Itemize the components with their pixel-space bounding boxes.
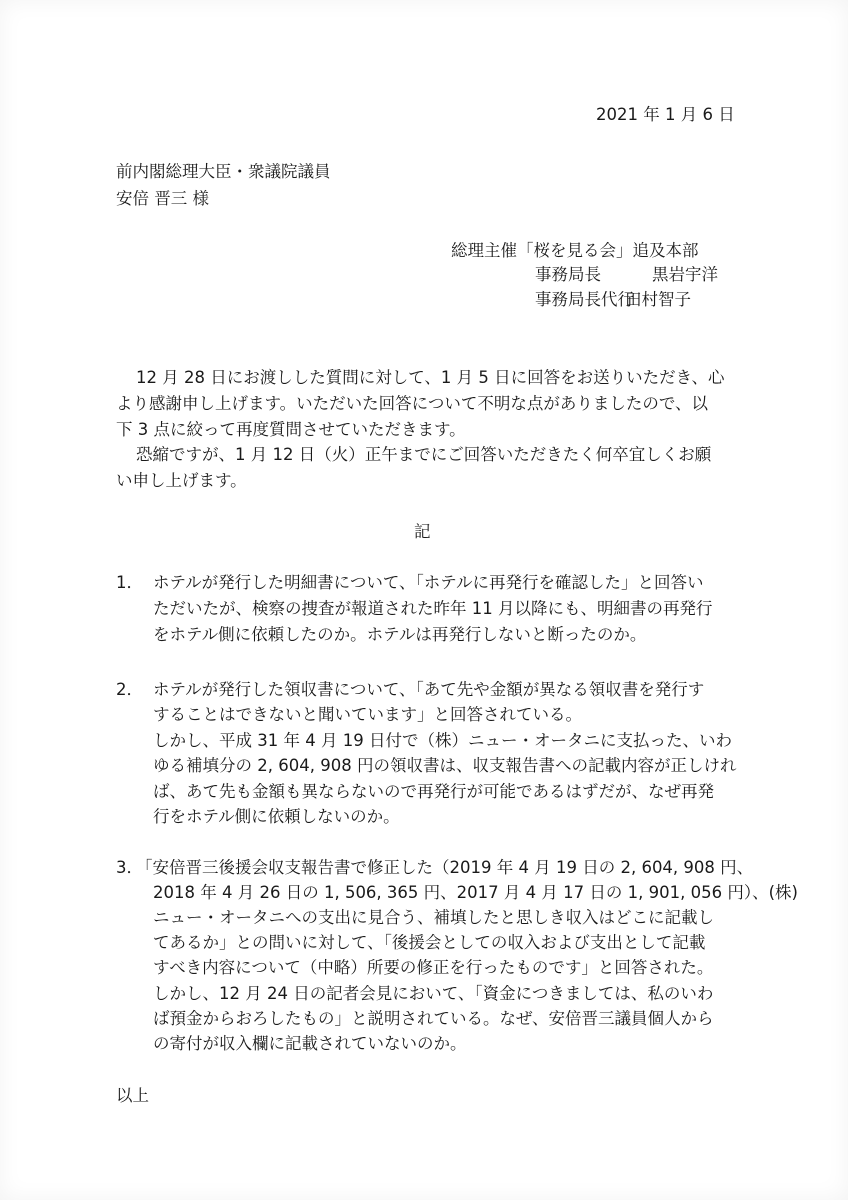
item-line: することはできないと聞いています」と回答されている。: [153, 705, 582, 724]
closing-word: 以上: [116, 1086, 149, 1105]
signer-name: 田村智子: [625, 290, 691, 309]
item-line: しかし、平成 31 年 4 月 19 日付で（株）ニュー・オータニに支払った、いわ: [153, 731, 732, 750]
body-line: 下 3 点に絞って再度質問させていただきます。: [116, 420, 466, 439]
signer-name: 黒岩宇洋: [652, 265, 718, 284]
item-line: てあるか」との問いに対して、「後援会としての収入および支出として記載: [153, 933, 706, 952]
item-line: ホテルが発行した明細書について、「ホテルに再発行を確認した」と回答い: [153, 573, 704, 592]
item-number: 3．: [116, 858, 143, 877]
item-line: しかし、12 月 24 日の記者会見において、「資金につきましては、私のいわ: [153, 984, 714, 1003]
body-line: い申し上げます。: [116, 471, 247, 490]
body-line: より感謝申し上げます。いただいた回答について不明な点がありましたので、以: [116, 394, 709, 413]
item-line: ば、あて先も金額も異ならないので再発行が可能であるはずだが、なぜ再発: [153, 782, 714, 801]
item-line: の寄付が収入欄に記載されていないのか。: [153, 1034, 467, 1053]
letter-date: 2021 年 1 月 6 日: [596, 105, 735, 124]
item-line: ゆる補填分の 2, 604, 908 円の領収書は、収支報告書への記載内容が正しけれ: [153, 756, 737, 775]
body-line: 12 月 28 日にお渡しした質問に対して、1 月 5 日に回答をお送りいただき、心: [136, 368, 725, 387]
item-line: 行をホテル側に依頼しないのか。: [153, 807, 400, 826]
signer-role: 事務局長: [535, 265, 601, 284]
item-line: 「安倍晋三後援会収支報告書で修正した（2019 年 4 月 19 日の 2, 604, 908 円、: [136, 858, 754, 877]
ki-heading: 記: [414, 522, 431, 541]
item-line: ただいたが、検察の捜査が報道された昨年 11 月以降にも、明細書の再発行: [153, 599, 713, 618]
addressee-title: 前内閣総理大臣・衆議院議員: [116, 162, 331, 181]
item-line: をホテル側に依頼したのか。ホテルは再発行しないと断ったのか。: [153, 625, 647, 644]
signer-role: 事務局長代行: [535, 290, 634, 309]
item-line: ホテルが発行した領収書について、「あて先や金額が異なる領収書を発行す: [153, 680, 705, 699]
item-line: すべき内容について（中略）所要の修正を行ったものです」と回答された。: [153, 958, 714, 977]
addressee-name: 安倍 晋三 様: [116, 189, 209, 208]
item-line: ニュー・オータニへの支出に見合う、補填したと思しき収入はどこに記載し: [153, 908, 714, 927]
item-line: ば預金からおろしたもの」と説明されている。なぜ、安倍晋三議員個人から: [153, 1009, 714, 1028]
item-number: 1．: [116, 573, 143, 592]
item-line: 2018 年 4 月 26 日の 1, 506, 365 円、2017 月 4 月 17 日の 1, 901, 056 円）、(株): [153, 883, 798, 902]
item-number: 2．: [116, 680, 143, 699]
body-line: 恐縮ですが、1 月 12 日（火）正午までにご回答いただきたく何卒宜しくお願: [136, 445, 712, 464]
sender-organization: 総理主催「桜を見る会」追及本部: [451, 241, 699, 260]
